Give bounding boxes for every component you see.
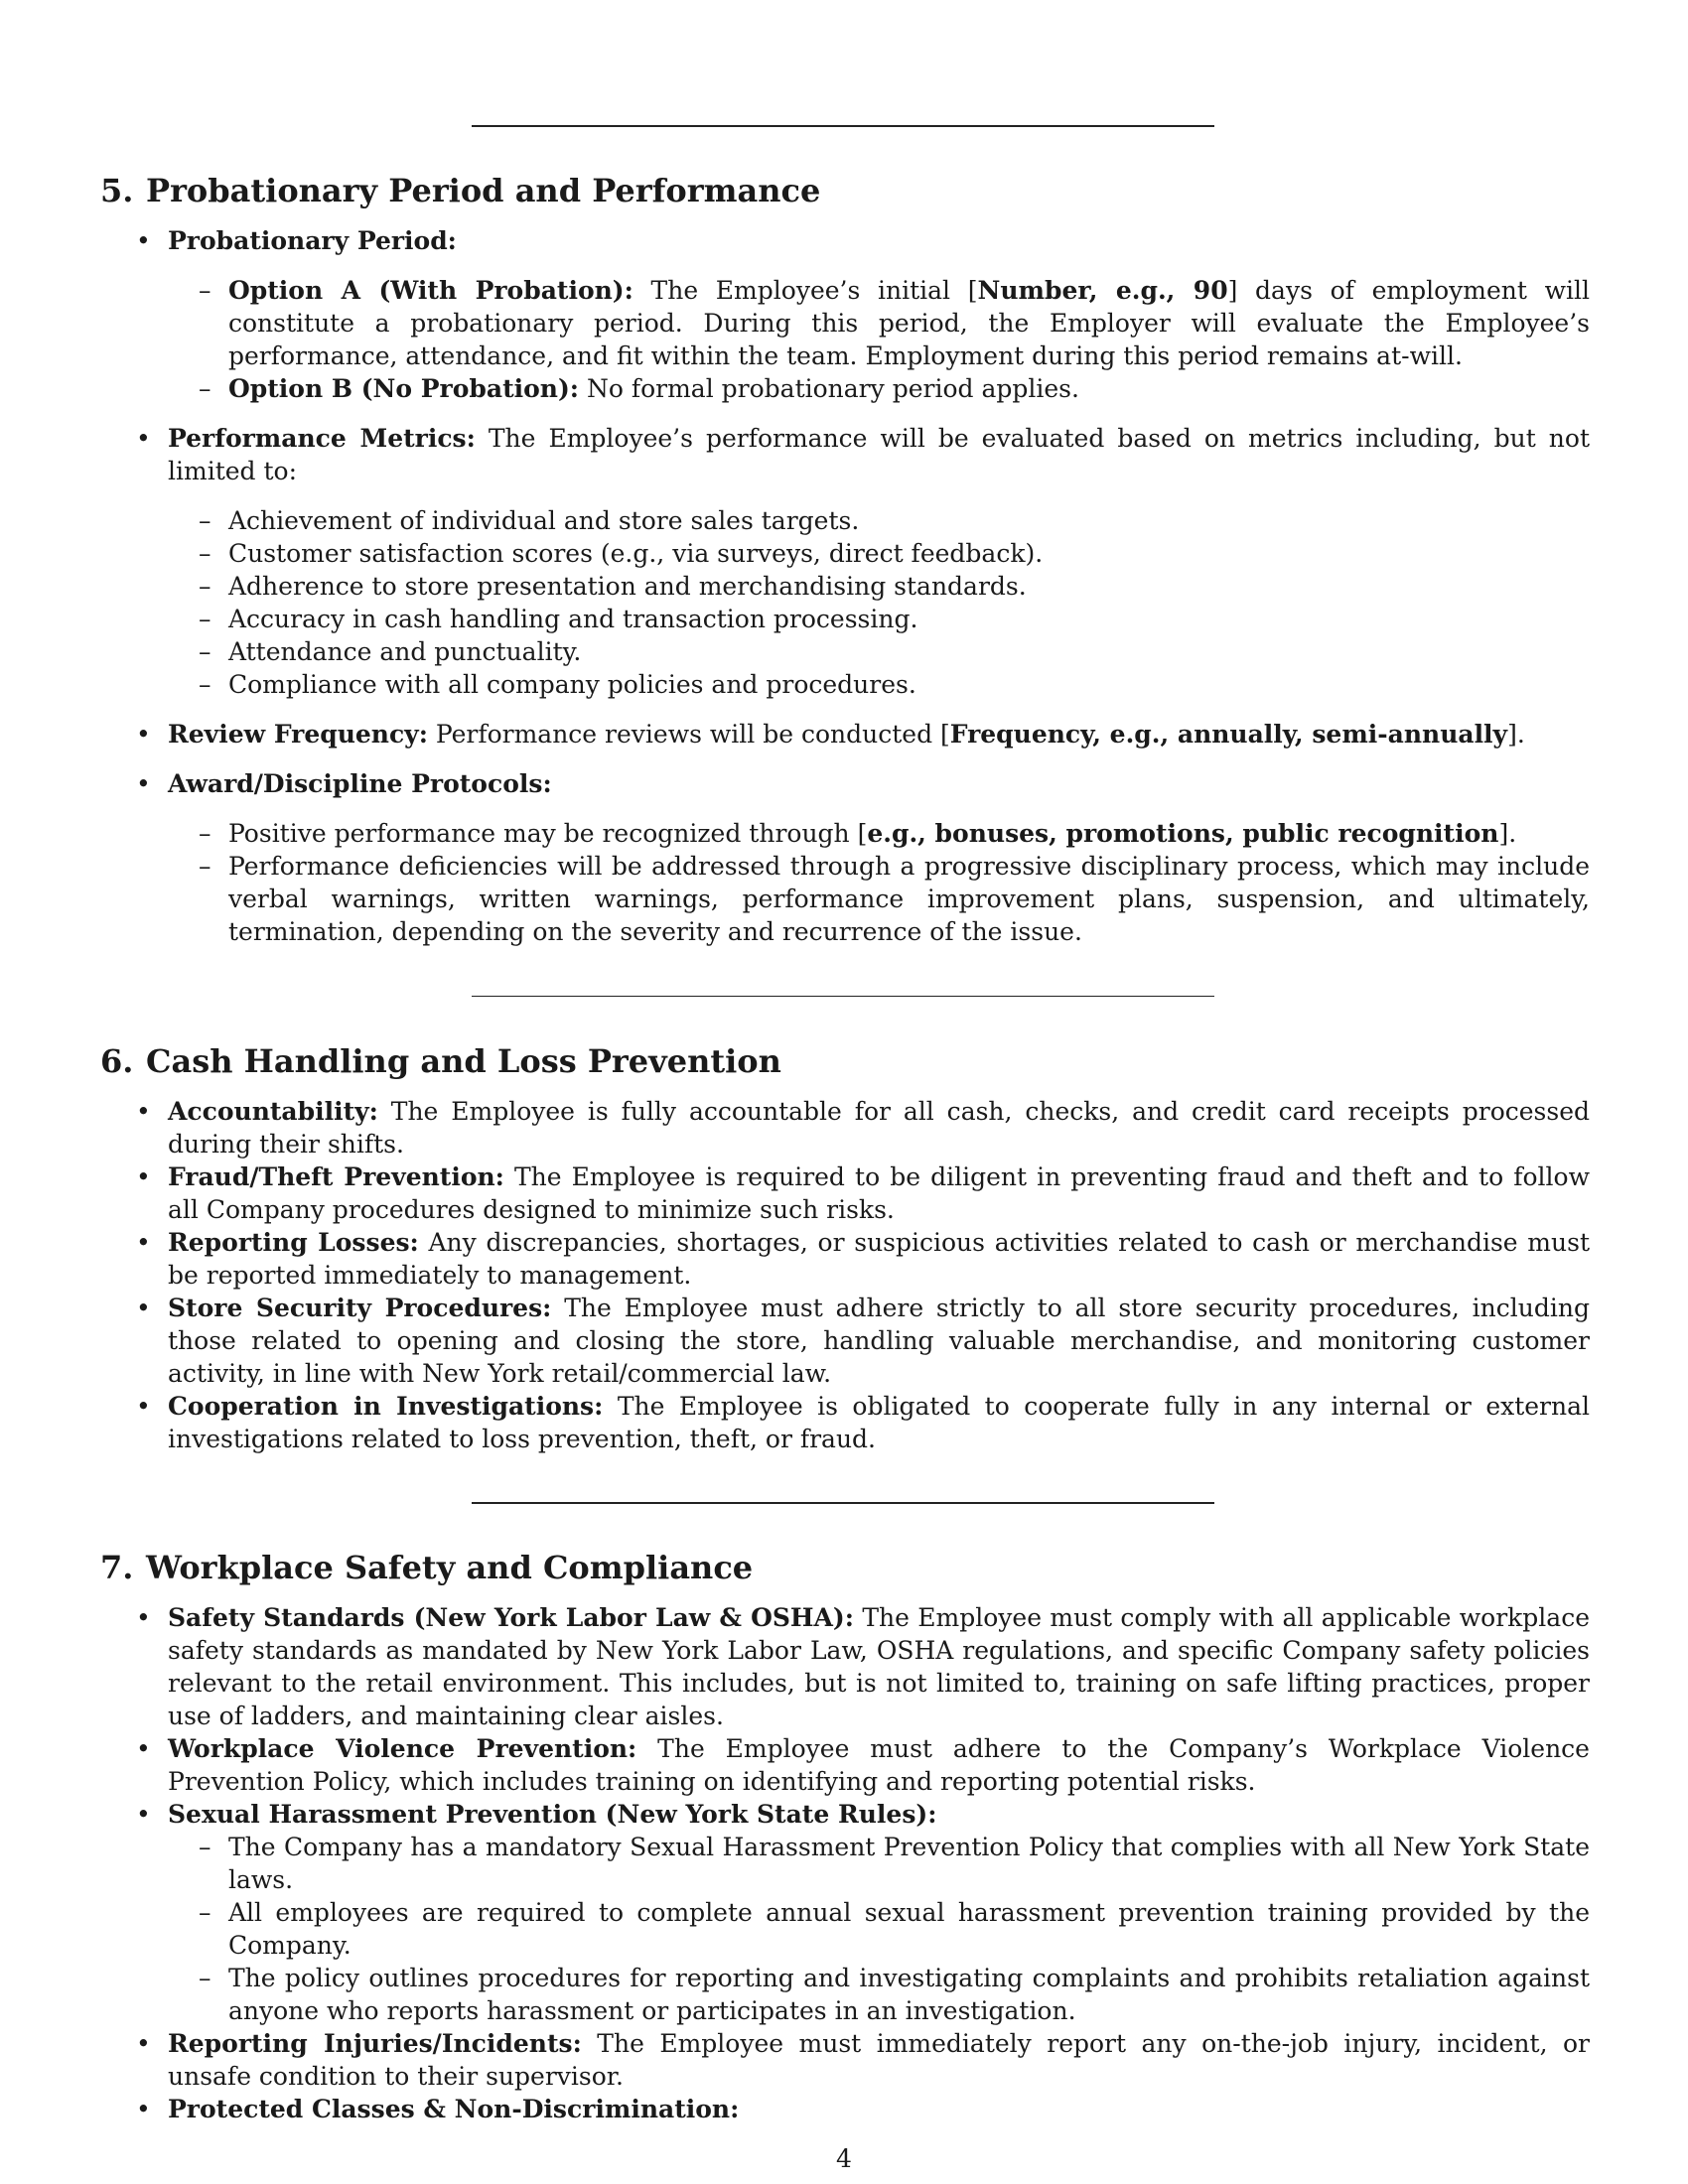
section-5	[100, 171, 1590, 948]
cash-item-cooperation: • Cooperation in Investigations: The Employee is obligated to cooperate fully in any internal or external investigations related to loss prevention, theft, or fraud.	[100, 1390, 1590, 1455]
section-divider	[472, 996, 1214, 997]
section-6-heading: 6. Cash Handling and Loss Prevention	[100, 1042, 781, 1080]
harassment-subitem: – The Company has a mandatory Sexual Harassment Prevention Policy that complies with all New York State laws.	[168, 1831, 1590, 1896]
section-7	[100, 1548, 1590, 2125]
metrics-item: • Performance Metrics: The Employee’s performance will be evaluated based on metrics including, but not limited to: – Achievement of individual and store sales targets. – Customer satisfaction scores (e.g., via surveys, direct feedback). – Adherence to store presentation and merchandising standards. – Accuracy in cash handling and transaction processing. – Attendance and punctuality. – Compliance with all company policies and procedures.	[100, 422, 1590, 701]
section-divider	[472, 1502, 1214, 1504]
harassment-item: • Sexual Harassment Prevention (New York State Rules): – The Company has a mandatory Sexual Harassment Prevention Policy that complies with all New York State laws. – All employees are required to complete annual sexual harassment prevention training provided by the Company. – The policy outlines procedures for reporting and investigating complaints and prohibits retaliation against anyone who reports harassment or participates in an investigation.	[100, 1798, 1590, 2027]
section-6	[100, 1041, 1590, 1455]
section-7-title: Workplace Safety and Compliance	[146, 1549, 754, 1586]
metric-item: – Achievement of individual and store sales targets.	[168, 504, 1590, 537]
protected-classes-item: • Protected Classes & Non-Discrimination:	[100, 2093, 1590, 2125]
cash-item-reporting: • Reporting Losses: Any discrepancies, shortages, or suspicious activities related to cash or merchandise must be reported immediately to management.	[100, 1226, 1590, 1292]
metric-item: – Attendance and punctuality.	[168, 635, 1590, 668]
harassment-subitem: – All employees are required to complete annual sexual harassment prevention training provided by the Company.	[168, 1896, 1590, 1962]
section-7-heading: 7. Workplace Safety and Compliance	[100, 1549, 754, 1586]
section-5-title: Probationary Period and Performance	[146, 172, 821, 209]
award-positive-item: – Positive performance may be recognized through [e.g., bonuses, promotions, public recognition].	[168, 817, 1590, 850]
section-5-heading: 5. Probationary Period and Performance	[100, 172, 821, 209]
review-item: • Review Frequency: Performance reviews will be conducted [Frequency, e.g., annually, semi-annually].	[100, 718, 1590, 751]
harassment-subitem: – The policy outlines procedures for reporting and investigating complaints and prohibits retaliation against anyone who reports harassment or participates in an investigation.	[168, 1962, 1590, 2027]
probation-item: • Probationary Period: – Option A (With Probation): The Employee’s initial [Number, e.g., 90] days of employment will constitute a probationary period. During this period, the Employer will evaluate the Employee’s performance, attendance, and fit within the team. Employment during this period remains at-will. – Option B (No Probation): No formal probationary period applies.	[100, 224, 1590, 405]
option-a-item: – Option A (With Probation): The Employee’s initial [Number, e.g., 90] days of employment will constitute a probationary period. During this period, the Employer will evaluate the Employee’s performance, attendance, and fit within the team. Employment during this period remains at-will.	[168, 274, 1590, 372]
cash-item-fraud: • Fraud/Theft Prevention: The Employee is required to be diligent in preventing fraud and theft and to follow all Company procedures designed to minimize such risks.	[100, 1160, 1590, 1226]
metric-item: – Accuracy in cash handling and transaction processing.	[168, 603, 1590, 635]
cash-item-accountability: • Accountability: The Employee is fully accountable for all cash, checks, and credit card receipts processed during their shifts.	[100, 1095, 1590, 1160]
metric-item: – Adherence to store presentation and merchandising standards.	[168, 570, 1590, 603]
metric-item: – Compliance with all company policies and procedures.	[168, 668, 1590, 701]
injury-item: • Reporting Injuries/Incidents: The Employee must immediately report any on-the-job injury, incident, or unsafe condition to their supervisor.	[100, 2027, 1590, 2093]
safety-item: • Safety Standards (New York Labor Law & OSHA): The Employee must comply with all applicable workplace safety standards as mandated by New York Labor Law, OSHA regulations, and specific Company safety policies relevant to the retail environment. This includes, but is not limited to, training on safe lifting practices, proper use of ladders, and maintaining clear aisles.	[100, 1601, 1590, 1732]
award-item: • Award/Discipline Protocols: – Positive performance may be recognized through [e.g., bonuses, promotions, public recognition]. – Performance deficiencies will be addressed through a progressive disciplinary process, which may include verbal warnings, written warnings, performance improvement plans, suspension, and ultimately, termination, depending on the severity and recurrence of the issue.	[100, 767, 1590, 948]
page-number: 4	[836, 2144, 852, 2173]
violence-item: • Workplace Violence Prevention: The Employee must adhere to the Company’s Workplace Violence Prevention Policy, which includes training on identifying and reporting potential risks.	[100, 1732, 1590, 1798]
metric-item: – Customer satisfaction scores (e.g., via surveys, direct feedback).	[168, 537, 1590, 570]
option-b-item: – Option B (No Probation): No formal probationary period applies.	[168, 372, 1590, 405]
award-negative-item: – Performance deficiencies will be addressed through a progressive disciplinary process, which may include verbal warnings, written warnings, performance improvement plans, suspension, and ultimately, termination, depending on the severity and recurrence of the issue.	[168, 850, 1590, 948]
cash-item-security: • Store Security Procedures: The Employee must adhere strictly to all store security procedures, including those related to opening and closing the store, handling valuable merchandise, and monitoring customer activity, in line with New York retail/commercial law.	[100, 1292, 1590, 1390]
section-divider	[472, 125, 1214, 127]
section-6-title: Cash Handling and Loss Prevention	[146, 1042, 781, 1080]
